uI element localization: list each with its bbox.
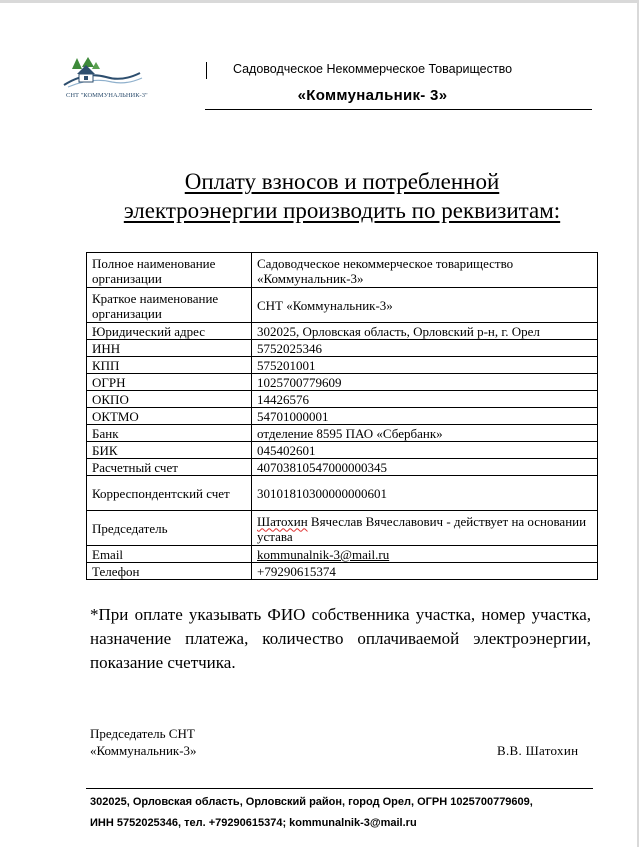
page-title-line1: Оплату взносов и потребленной: [184, 169, 500, 194]
table-row: [87, 459, 598, 476]
signature-position-line1: Председатель СНТ: [90, 726, 195, 741]
table-row: [87, 323, 598, 340]
table-row: [87, 511, 598, 546]
requisite-value: 045402601: [252, 442, 598, 459]
table-row: [87, 357, 598, 374]
requisite-label: Расчетный счет: [87, 459, 252, 476]
requisite-value: 54701000001: [252, 408, 598, 425]
requisite-label: БИК: [87, 442, 252, 459]
requisite-value: [252, 511, 598, 546]
requisite-label: ОКТМО: [87, 408, 252, 425]
requisite-value: СНТ «Коммунальник-3»: [252, 288, 598, 323]
table-row: [87, 408, 598, 425]
requisite-value: отделение 8595 ПАО «Сбербанк»: [252, 425, 598, 442]
header-org-type: Садоводческое Некоммерческое Товарищество: [232, 62, 513, 76]
requisite-label: Полное наименование организации: [87, 253, 252, 288]
requisite-label: Краткое наименование организации: [87, 288, 252, 323]
page-title-line2: электроэнергии производить по реквизитам:: [123, 198, 561, 223]
requisite-value: 302025, Орловская область, Орловский р-н, г. Орел: [252, 323, 598, 340]
table-row: [87, 425, 598, 442]
requisite-value: [252, 546, 598, 563]
requisite-value: Садоводческое некоммерческое товарищество «Коммунальник-3»: [252, 253, 598, 288]
requisite-label: ИНН: [87, 340, 252, 357]
table-row: [87, 546, 598, 563]
table-row: [87, 340, 598, 357]
requisite-label: ОГРН: [87, 374, 252, 391]
requisite-value: 1025700779609: [252, 374, 598, 391]
logo-text: СНТ "КОММУНАЛЬНИК-3": [66, 92, 148, 99]
table-row: [87, 391, 598, 408]
table-row: [87, 476, 598, 511]
requisite-value: +79290615374: [252, 563, 598, 580]
header-rule: [205, 109, 592, 110]
table-row: [87, 442, 598, 459]
requisite-value: 575201001: [252, 357, 598, 374]
window-edge-top: [0, 0, 639, 3]
table-row: [87, 563, 598, 580]
signature-name: В.В. Шатохин: [497, 743, 579, 758]
chairman-rest: Вячеслав Вячеславович - действует на основании устава: [257, 513, 587, 544]
email-link[interactable]: kommunalnik-3@mail.ru: [257, 547, 390, 562]
requisite-label: Телефон: [87, 563, 252, 580]
signature-position-line2: «Коммунальник-3»: [90, 743, 197, 758]
payment-note: *При оплате указывать ФИО собственника участка, номер участка, назначение платежа, количество оплачиваемой электроэнергии, показание счетчика.: [90, 605, 591, 672]
requisite-value: 5752025346: [252, 340, 598, 357]
requisites-table: [86, 252, 598, 580]
footer-line1: 302025, Орловская область, Орловский район, город Орел, ОГРН 1025700779609,: [90, 796, 533, 808]
requisite-value: 40703810547000000345: [252, 459, 598, 476]
requisite-label: Корреспондентский счет: [87, 476, 252, 511]
footer-rule: [86, 788, 593, 789]
requisite-label: Email: [87, 546, 252, 563]
requisite-label: ОКПО: [87, 391, 252, 408]
table-row: [87, 253, 598, 288]
footer-line2: ИНН 5752025346, тел. +79290615374; kommunalnik-3@mail.ru: [90, 817, 417, 829]
requisite-label: Председатель: [87, 511, 252, 546]
chairman-surname: Шатохин: [257, 513, 308, 529]
requisite-label: Банк: [87, 425, 252, 442]
requisite-label: Юридический адрес: [87, 323, 252, 340]
requisite-value: 14426576: [252, 391, 598, 408]
logo-house-window: [84, 76, 88, 80]
requisite-label: КПП: [87, 357, 252, 374]
header-org-name: «Коммунальник- 3»: [297, 87, 448, 104]
table-row: [87, 288, 598, 323]
table-row: [87, 374, 598, 391]
requisite-value: 30101810300000000601: [252, 476, 598, 511]
